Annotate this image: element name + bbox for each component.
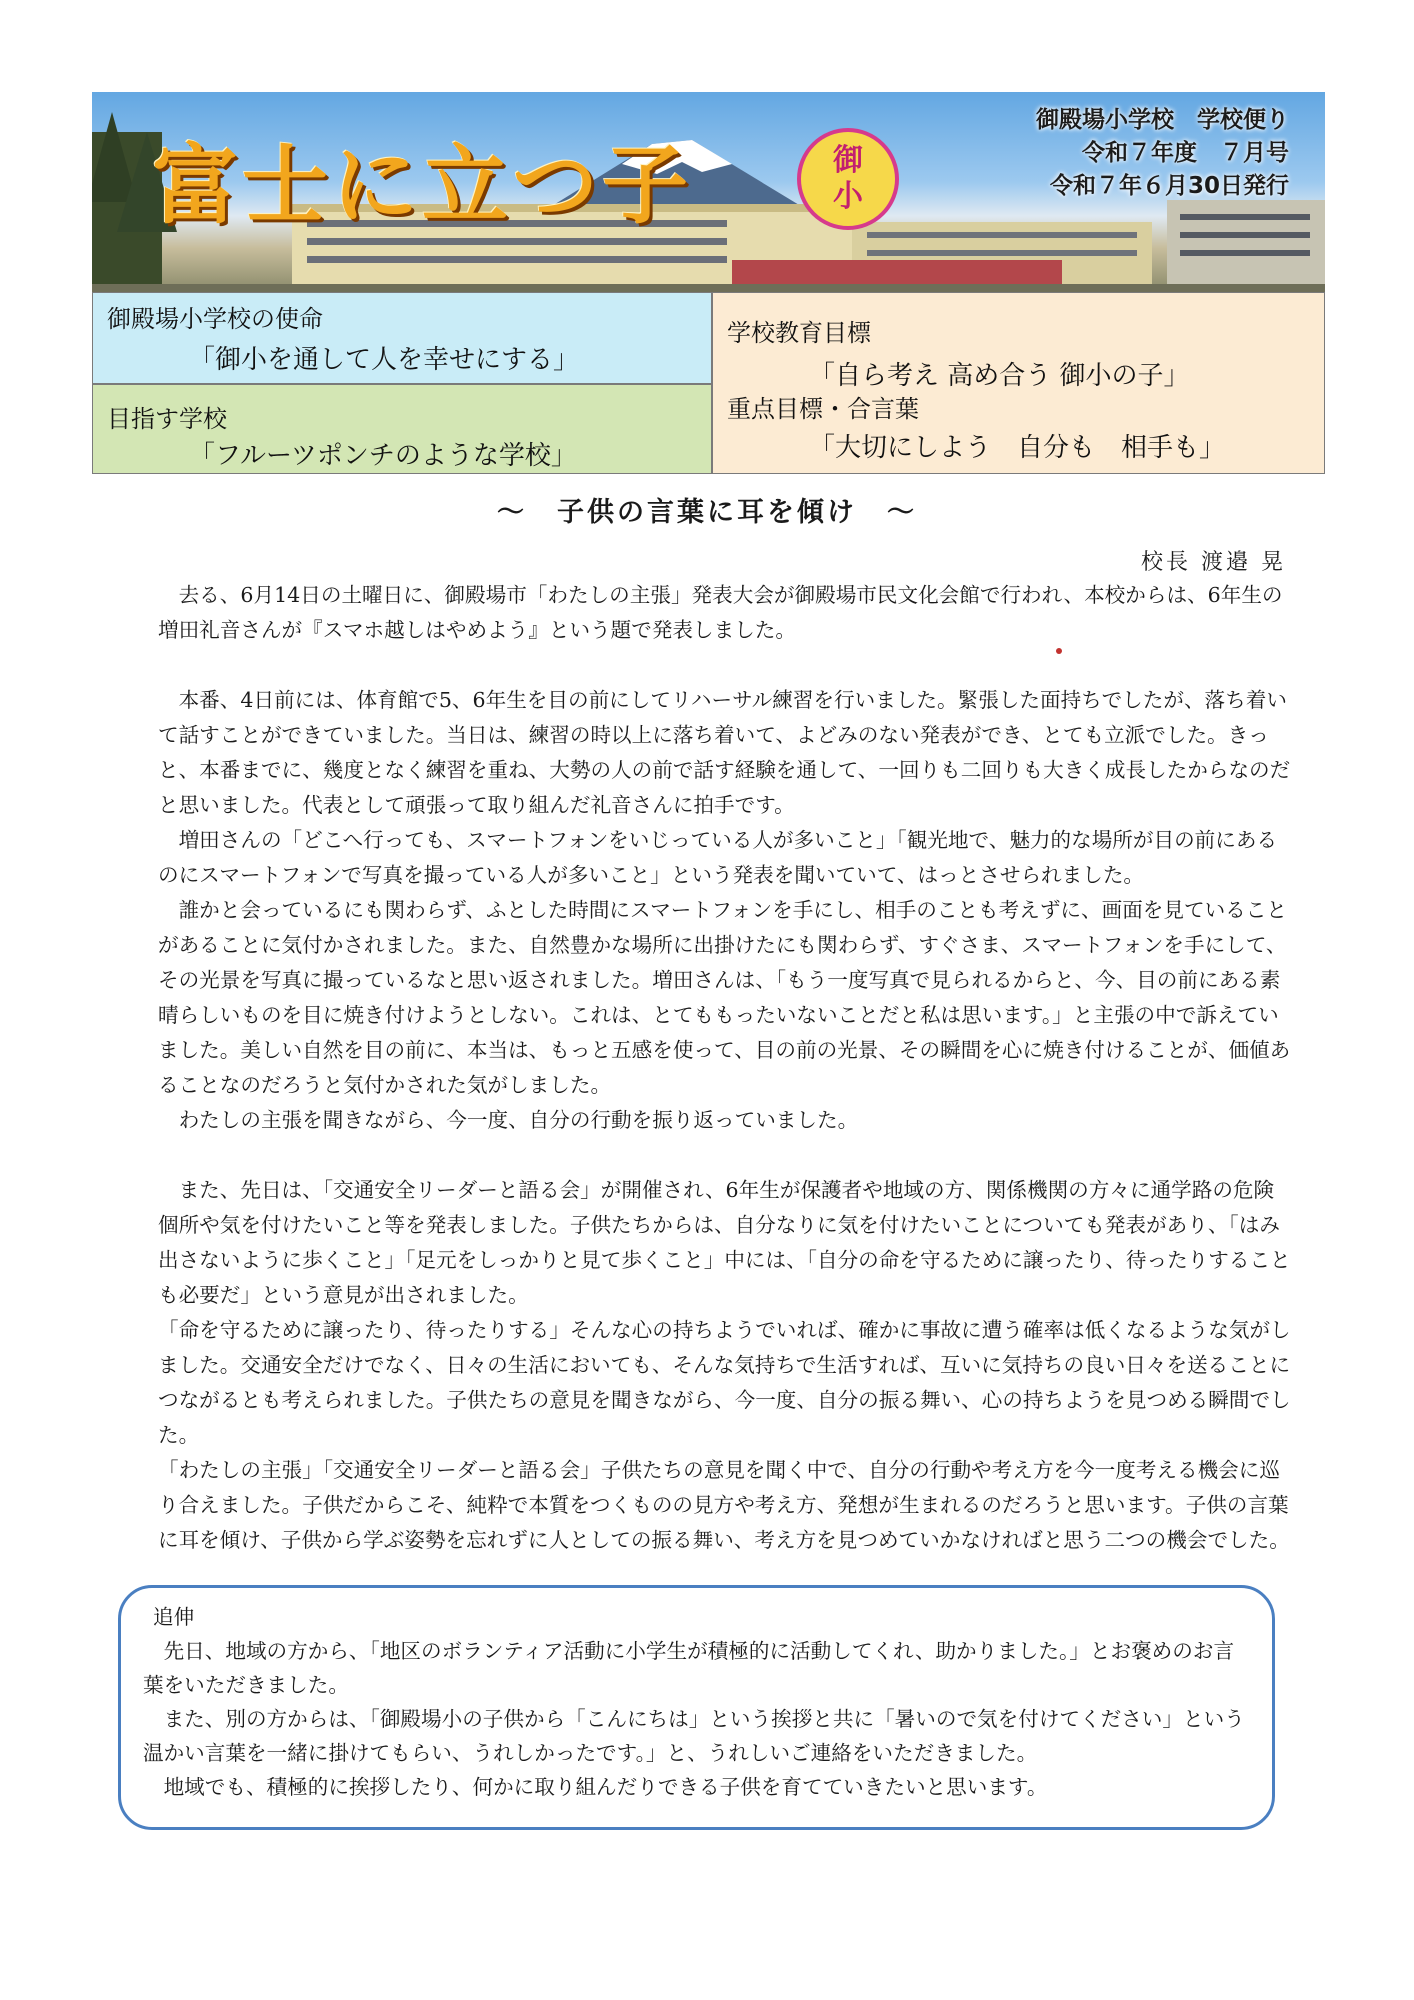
focus-text: 「大切にしよう 自分も 相手も」: [809, 433, 1226, 463]
postscript-paragraph: 先日、地域の方から、「地区のボランティア活動に小学生が積極的に活動してくれ、助かりました。」とお褒めのお言葉をいただきました。: [143, 1639, 1235, 1697]
postscript-box: [118, 1585, 1275, 1830]
goal-text: 「自ら考え 高め合う 御小の子」: [809, 361, 1190, 391]
postscript-paragraph: また、別の方からは、「御殿場小の子供から「こんにちは」という挨拶と共に「暑いので気を付けてください」という温かい言葉を一緒に掛けてもらい、うれしかったです。」と、うれしいご連絡をいただきました。: [143, 1707, 1245, 1765]
essay-paragraph: 誰かと会っているにも関わらず、ふとした時間にスマートフォンを手にし、相手のことも考えずに、画面を見ていることがあることに気付かされました。また、自然豊かな場所に出掛けたにも関わらず、すぐさま、スマートフォンを手にして、その光景を写真に撮っているなと思い返されました。増田さんは、「もう一度写真で見られるからと、今、目の前にある素晴らしいものを目に焼き付けようとしない。これは、とてももったいないことだと私は思います。」と主張の中で訴えていました。美しい自然を目の前に、本当は、もっと五感を使って、目の前の光景、その瞬間を心に焼き付けることが、価値あることなのだろうと気付かされた気がしました。: [158, 898, 1291, 1097]
issue-month: 令和７年度 ７月号: [1082, 140, 1289, 166]
mission-box: [92, 292, 712, 384]
goal-box: [712, 292, 1325, 474]
goal-heading: 学校教育目標: [727, 319, 871, 347]
postscript-paragraph: 地域でも、積極的に挨拶したり、何かに取り組んだりできる子供を育てていきたいと思います。: [143, 1775, 1048, 1799]
essay-paragraph: 去る、6月14日の土曜日に、御殿場市「わたしの主張」発表大会が御殿場市民文化会館で行われ、本校からは、6年生の増田礼音さんが『スマホ越しはやめよう』という題で発表しました。: [158, 583, 1283, 642]
essay-paragraph: 本番、4日前には、体育館で5、6年生を目の前にしてリハーサル練習を行いました。緊張した面持ちでしたが、落ち着いて話すことができていました。当日は、練習の時以上に落ち着いて、よどみのない発表ができ、とても立派でした。きっと、本番までに、幾度となく練習を重ね、大勢の人の前で話す経験を通して、一回りも二回りも大きく成長したからなのだと思いました。代表として頑張って取り組んだ礼音さんに拍手です。: [158, 688, 1291, 817]
essay-paragraph: 「わたしの主張」「交通安全リーダーと語る会」子供たちの意見を聞く中で、自分の行動や考え方を今一度考える機会に巡り合えました。子供だからこそ、純粋で本質をつくものの見方や考え方、発想が生まれるのだろうと思います。子供の言葉に耳を傾け、子供から学ぶ姿勢を忘れずに人としての振る舞い、考え方を見つめていかなければと思う二つの機会でした。: [158, 1458, 1290, 1552]
aim-box: [92, 384, 712, 474]
essay-paragraph: 「命を守るために譲ったり、待ったりする」そんな心の持ちようでいれば、確かに事故に遭う確率は低くなるような気がしました。交通安全だけでなく、日々の生活においても、そんな気持ちで生活すれば、互いに気持ちの良い日々を送ることにつながるとも考えられました。子供たちの意見を聞きながら、今一度、自分の振る舞い、心の持ちようを見つめる瞬間でした。: [158, 1318, 1291, 1447]
issue-date: 令和７年６月30日発行: [1049, 173, 1289, 199]
postscript-heading: 追伸: [153, 1605, 195, 1629]
essay-body: [158, 578, 1293, 1558]
focus-heading: 重点目標・合言葉: [727, 395, 919, 423]
aim-heading: 目指す学校: [107, 405, 227, 433]
emblem-char-2: 小: [833, 179, 863, 214]
school-emblem: [797, 128, 899, 230]
newsletter-title: 富士に立つ子: [152, 136, 692, 236]
essay-paragraph: わたしの主張を聞きながら、今一度、自分の行動を振り返っていました。: [158, 1108, 859, 1132]
essay-author: 校長 渡邉 晃: [1141, 550, 1286, 575]
issue-school: 御殿場小学校 学校便り: [1036, 107, 1289, 133]
ink-speck: [1056, 648, 1062, 654]
issue-info: [1036, 104, 1289, 203]
paragraph-spacer: [158, 1138, 1293, 1173]
paragraph-spacer: [158, 648, 1293, 683]
emblem-char-1: 御: [833, 143, 863, 178]
aim-text: 「フルーツポンチのような学校」: [189, 441, 577, 471]
essay-paragraph: 増田さんの「どこへ行っても、スマートフォンをいじっている人が多いこと」「観光地で、魅力的な場所が目の前にあるのにスマートフォンで写真を撮っている人が多いこと」という発表を聞いていて、はっとさせられました。: [158, 828, 1278, 887]
mission-text: 「御小を通して人を幸せにする」: [189, 345, 580, 375]
essay-title: ～ 子供の言葉に耳を傾け ～: [497, 497, 917, 528]
essay-paragraph: また、先日は、「交通安全リーダーと語る会」が開催され、6年生が保護者や地域の方、関係機関の方々に通学路の危険個所や気を付けたいこと等を発表しました。子供たちからは、自分なりに気を付けたいことについても発表があり、「はみ出さないように歩くこと」「足元をしっかりと見て歩くこと」中には、「自分の命を守るために譲ったり、待ったりすることも必要だ」という意見が出されました。: [158, 1178, 1291, 1307]
mission-heading: 御殿場小学校の使命: [107, 305, 323, 333]
header-banner: [92, 92, 1325, 292]
